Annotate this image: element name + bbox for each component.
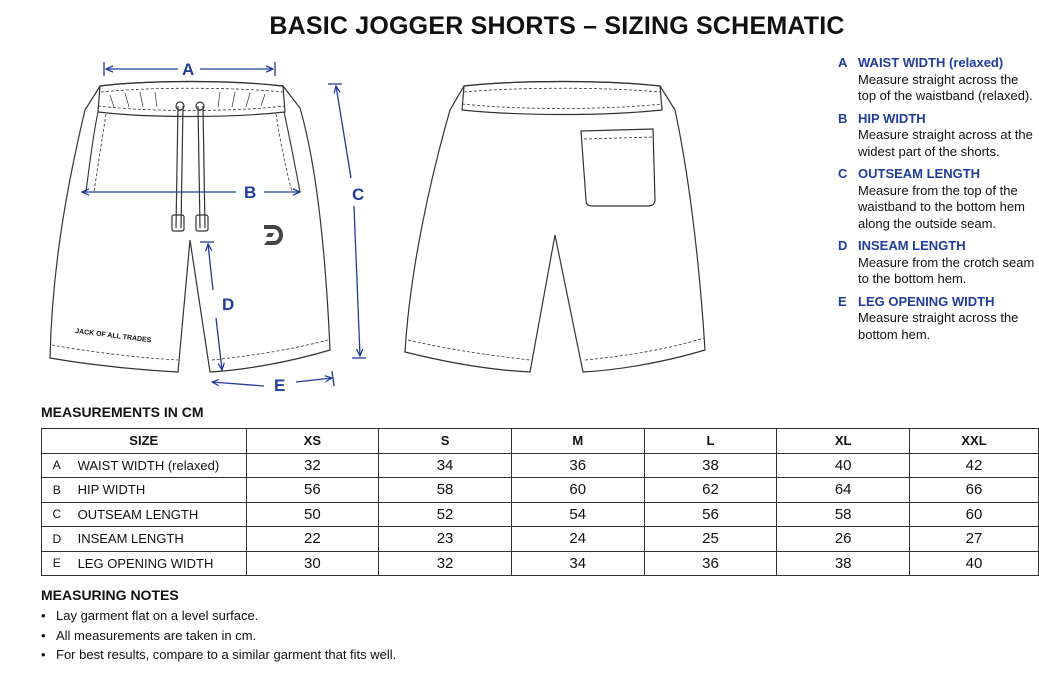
legend-title: INSEAM LENGTH [858,238,966,253]
size-header-cell: XS [246,429,379,454]
table-cell: 52 [379,502,512,527]
table-cell: 58 [777,502,910,527]
legend-letter: A [838,55,848,70]
legend-letter: E [838,293,847,309]
back-pocket [581,129,655,206]
table-cell: 32 [379,551,512,576]
legend-desc: Measure straight across at the widest part of the shorts. [858,127,1033,159]
legend-desc: Measure straight across the bottom hem. [858,310,1019,342]
table-cell: 42 [910,453,1039,478]
table-cell: 50 [246,502,379,527]
table-cell: 23 [379,527,512,552]
legend-title: WAIST WIDTH [858,55,946,70]
table-row [42,551,1039,576]
legend-item-outseam-length [838,166,1038,232]
measurement-legend [838,55,1038,349]
back-view [405,82,705,373]
back-outline [405,82,705,373]
brand-logo-icon [264,225,283,245]
table-row [42,478,1039,503]
table-row [42,453,1039,478]
legend-title-suffix: (relaxed) [949,55,1004,70]
front-waistband [98,82,285,117]
size-table [41,428,1039,576]
front-outline [50,82,330,373]
page-title: BASIC JOGGER SHORTS – SIZING SCHEMATIC [269,12,845,40]
row-letter: D [42,527,72,552]
note-item: • All measurements are taken in cm. [41,626,396,646]
legend-desc: Measure straight across the top of the waistband (relaxed). [858,71,1033,103]
notes-heading: MEASURING NOTES [41,587,179,603]
row-letter: A [42,453,72,478]
table-heading: MEASUREMENTS IN CM [41,404,204,420]
label-b: B [244,183,257,202]
table-cell: 24 [511,527,644,552]
table-cell: 36 [644,551,777,576]
table-cell: 60 [910,502,1039,527]
table-cell: 54 [511,502,644,527]
notes-list [41,606,396,665]
legend-desc: Measure from the top of the waistband to the bottom hem along the outside seam. [858,182,1025,231]
row-letter: E [42,551,72,576]
legend-desc: Measure from the crotch seam to the bottom hem. [858,254,1035,286]
legend-item-waist-width [838,55,1038,105]
legend-item-leg-opening-width [838,294,1038,344]
size-header-cell: XXL [910,429,1039,454]
table-cell: 56 [246,478,379,503]
legend-letter: D [838,238,848,253]
legend-item-inseam-length [838,238,1038,288]
drawstring-left [176,106,183,228]
label-a: A [182,60,195,79]
size-header: SIZE [42,429,247,454]
label-d: D [222,295,235,314]
table-cell: 40 [910,551,1039,576]
size-header-cell: M [511,429,644,454]
table-cell: 66 [910,478,1039,503]
legend-item-hip-width [838,111,1038,161]
legend-letter: C [838,166,848,181]
row-label: HIP WIDTH [72,478,246,503]
table-cell: 30 [246,551,379,576]
shorts-schematic [0,0,840,400]
size-header-cell: L [644,429,777,454]
table-cell: 60 [511,478,644,503]
drawstring-right [198,106,205,228]
table-cell: 58 [379,478,512,503]
legend-letter: B [838,110,848,126]
row-label: WAIST WIDTH (relaxed) [72,453,246,478]
table-row [42,527,1039,552]
label-e: E [274,376,286,395]
legend-title: HIP WIDTH [858,110,926,126]
size-header-cell: S [379,429,512,454]
front-view [50,82,330,373]
table-cell: 25 [644,527,777,552]
table-cell: 36 [511,453,644,478]
table-cell: 22 [246,527,379,552]
table-cell: 34 [379,453,512,478]
legend-title: LEG OPENING WIDTH [858,293,995,309]
row-letter: B [42,478,72,503]
table-cell: 38 [777,551,910,576]
label-c: C [352,185,365,204]
table-row [42,502,1039,527]
row-label: INSEAM LENGTH [72,527,246,552]
table-cell: 40 [777,453,910,478]
pocket-right [284,112,300,192]
table-cell: 26 [777,527,910,552]
row-label: OUTSEAM LENGTH [72,502,246,527]
table-cell: 62 [644,478,777,503]
note-item: • Lay garment flat on a level surface. [41,606,396,626]
table-cell: 56 [644,502,777,527]
size-header-cell: XL [777,429,910,454]
table-cell: 32 [246,453,379,478]
back-waistband [462,82,662,115]
table-cell: 38 [644,453,777,478]
row-label: LEG OPENING WIDTH [72,551,246,576]
table-cell: 64 [777,478,910,503]
table-cell: 34 [511,551,644,576]
note-item: • For best results, compare to a similar garment that fits well. [41,645,396,665]
table-cell: 27 [910,527,1039,552]
table-header-row [42,429,1039,454]
legend-title: OUTSEAM LENGTH [858,166,981,181]
row-letter: C [42,502,72,527]
brand-text: JACK OF ALL TRADES [74,328,152,345]
